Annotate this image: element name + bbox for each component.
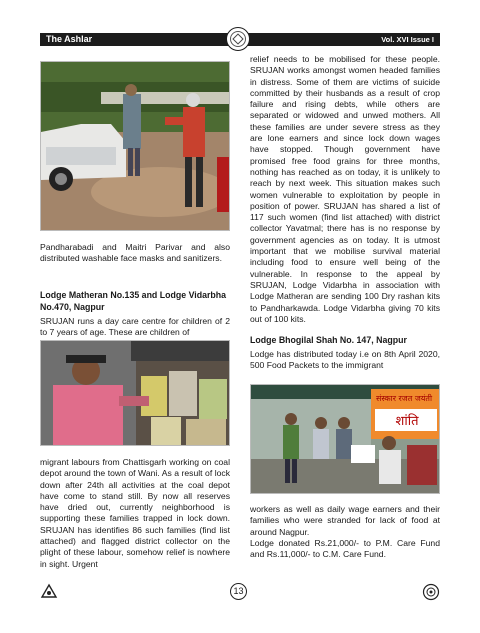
paragraph-food-packets: Lodge has distributed today i.e on 8th April 2020, 500 Food Packets to the immigrant xyxy=(250,349,440,371)
paragraph-srujan-women: relief needs to be mobilised for these people. SRUJAN works amongst women headed families in distress. Some of them are victims of suicide committed by their husbands as a result of crop failure and rising debts, while others are separated or widowed and unwed mothers. All these families are under severe stress as they are lone earners and since lock down wages have stopped. Though government have promised free food grains for three months, nothing has reached as on today, it is unlikely to reach by next week. This situation makes such women vulnerable to exploitation by people in position of power. SRUJAN has shared a list of 117 such women (find list attached) with district collector Yavatmal; there has is no response by government agencies as on today. It is utmost important that we mobilise survival material including food to ensure well being of the vulnerable. In response to the appeal by SRUJAN, Lodge Vidarbha in association with Lodge Matheran are sending 100 Dry rashan kits to Pandharkawda. Lodge Vidarbha giving 70 kits out of 100 kits. xyxy=(250,54,440,324)
magazine-title: The Ashlar xyxy=(46,34,93,44)
photo-food-bags xyxy=(40,340,230,446)
heading-lodge-bhogilal: Lodge Bhogilal Shah No. 147, Nagpur xyxy=(250,335,407,345)
paragraph-migrant-labours: migrant labours from Chattisgarh working on coal depot around the town of Wani. As a result of lock down after 24th all activities at the coal depot have come to stand still. By now all reserves have dried out, currently neighborhood is supporting these families trapped in lock down. SRUJAN has identifies 86 such families (find list attached) and flagged district collector on the plight of these labour, somehow relief is nowhere in sight. Urgent xyxy=(40,457,230,569)
right-corner-emblem-icon xyxy=(422,583,440,601)
issue-label: Vol. XVI Issue I xyxy=(381,35,434,44)
svg-text:शांति: शांति xyxy=(395,414,419,429)
heading-lodge-matheran: Lodge Matheran No.135 and Lodge Vidarbha No.470, Nagpur xyxy=(40,290,227,312)
paragraph-pandharabadi: Pandharabadi and Maitri Parivar and also distributed washable face masks and sanitizers. xyxy=(40,242,230,264)
paragraph-donations: Lodge donated Rs.21,000/- to P.M. Care Fund and Rs.11,000/- to C.M. Care Fund. xyxy=(250,538,440,560)
photo-car-distribution xyxy=(40,61,230,231)
banner-text: संस्कार रजत जयंती xyxy=(375,394,433,403)
photo-lodge-group xyxy=(250,384,440,494)
left-corner-emblem-icon xyxy=(40,583,58,601)
paragraph-workers-families: workers as well as daily wage earners and their families who were stranded for lack of food at around Nagpur. xyxy=(250,504,440,537)
paragraph-srujan-daycare: SRUJAN runs a day care centre for children of 2 to 7 years of age. These are children of xyxy=(40,316,230,338)
page-number: 13 xyxy=(230,583,247,600)
masonic-emblem-icon xyxy=(226,27,250,51)
